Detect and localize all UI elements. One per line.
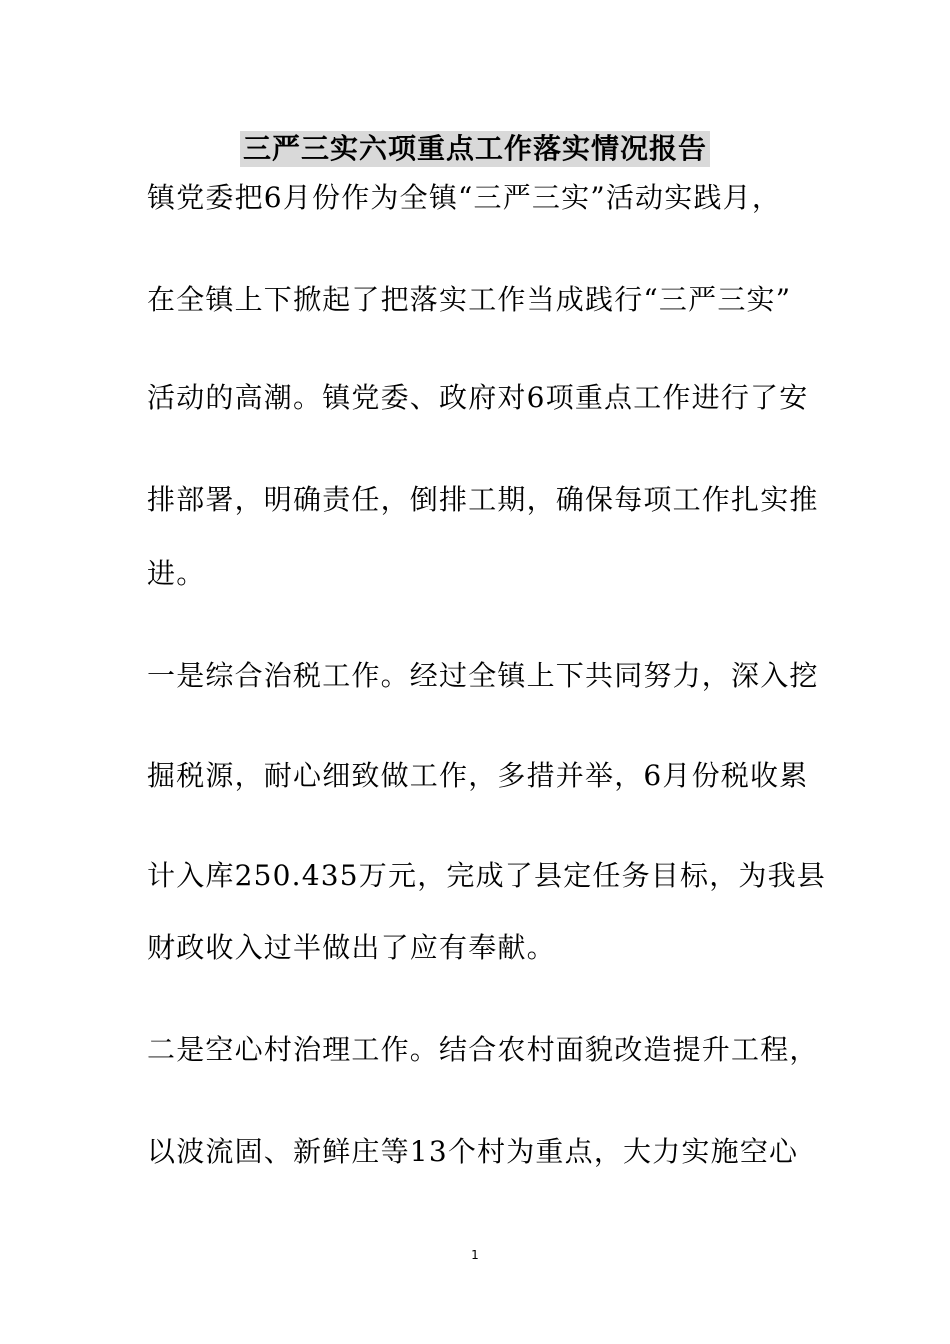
body-line: 以波流固、新鲜庄等13个村为重点，大力实施空心 <box>147 1135 799 1168</box>
body-line: 排部署，明确责任，倒排工期，确保每项工作扎实推 <box>147 483 819 516</box>
body-line: 在全镇上下掀起了把落实工作当成践行“三严三实” <box>147 283 792 316</box>
page-number: 1 <box>471 1248 479 1262</box>
body-line: 镇党委把6月份作为全镇“三严三实”活动实践月， <box>147 181 782 214</box>
body-line: 进。 <box>147 557 206 590</box>
document-title <box>0 131 950 169</box>
body-line: 财政收入过半做出了应有奉献。 <box>147 931 556 964</box>
body-line: 掘税源，耐心细致做工作，多措并举，6月份税收累 <box>147 759 809 792</box>
body-line: 活动的高潮。镇党委、政府对6项重点工作进行了安 <box>147 381 809 414</box>
body-line: 一是综合治税工作。经过全镇上下共同努力，深入挖 <box>147 659 819 692</box>
body-line: 计入库250.435万元，完成了县定任务目标，为我县 <box>147 859 826 892</box>
document-title-text: 三严三实六项重点工作落实情况报告 <box>240 131 710 167</box>
body-line: 二是空心村治理工作。结合农村面貌改造提升工程， <box>147 1033 819 1066</box>
